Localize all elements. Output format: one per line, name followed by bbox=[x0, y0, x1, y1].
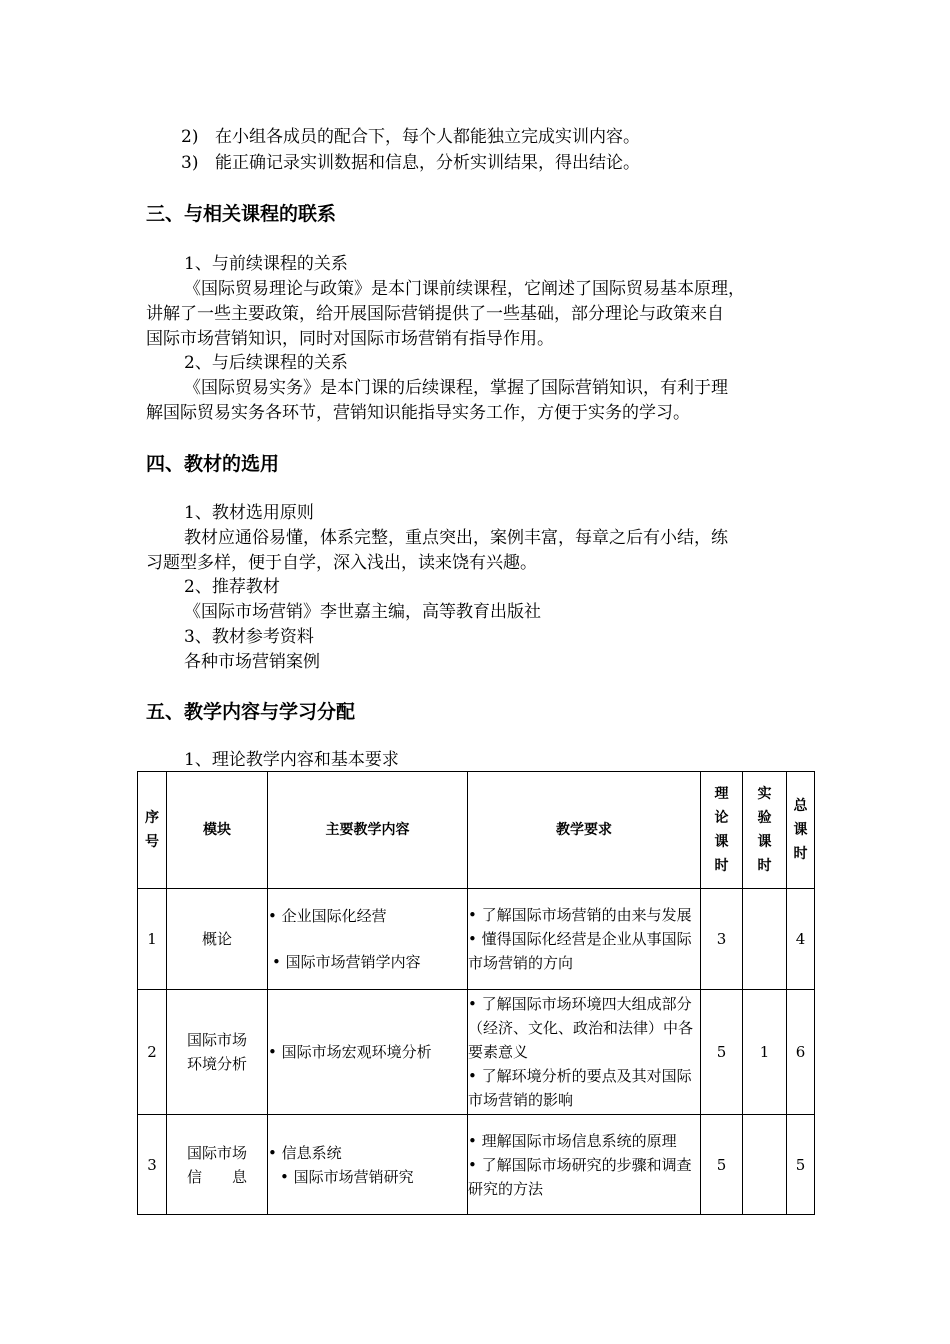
cell-requirement: • 理解国际市场信息系统的原理 • 了解国际市场研究的步骤和调查研究的方法 bbox=[468, 1115, 701, 1215]
header-module: 模块 bbox=[167, 772, 268, 889]
cell-total-hours: 6 bbox=[787, 990, 815, 1115]
section-heading: 五、教学内容与学习分配 bbox=[146, 701, 356, 723]
cell-theory-hours: 5 bbox=[701, 990, 743, 1115]
paragraph-line: 讲解了一些主要政策，给开展国际营销提供了一些基础，部分理论与政策来自 bbox=[146, 304, 724, 324]
cell-seq: 2 bbox=[138, 990, 167, 1115]
cell-experiment-hours bbox=[743, 1115, 787, 1215]
table-header-row bbox=[138, 772, 815, 889]
paragraph-line: 各种市场营销案例 bbox=[184, 652, 320, 672]
cell-module: 概论 bbox=[167, 889, 268, 990]
subsection-title: 1、与前续课程的关系 bbox=[184, 254, 348, 274]
cell-seq: 1 bbox=[138, 889, 167, 990]
list-item bbox=[181, 125, 640, 149]
list-item-text: 在小组各成员的配合下，每个人都能独立完成实训内容。 bbox=[215, 127, 640, 147]
paragraph-line: 《国际市场营销》李世嘉主编，高等教育出版社 bbox=[184, 602, 541, 622]
header-theory-hours: 理 论 课 时 bbox=[701, 772, 743, 889]
table-row bbox=[138, 889, 815, 990]
paragraph-line: 习题型多样，便于自学，深入浅出，读来饶有兴趣。 bbox=[146, 553, 537, 573]
header-experiment-hours: 实 验 课 时 bbox=[743, 772, 787, 889]
cell-theory-hours: 3 bbox=[701, 889, 743, 990]
list-item-number: 3) bbox=[181, 153, 199, 173]
subsection-title: 2、与后续课程的关系 bbox=[184, 353, 348, 373]
cell-total-hours: 4 bbox=[787, 889, 815, 990]
subsection-title: 1、教材选用原则 bbox=[184, 503, 314, 523]
cell-content: • 信息系统 • 国际市场营销研究 bbox=[268, 1115, 468, 1215]
cell-experiment-hours bbox=[743, 889, 787, 990]
subsection-title: 3、教材参考资料 bbox=[184, 627, 314, 647]
header-total-hours: 总 课 时 bbox=[787, 772, 815, 889]
cell-module: 国际市场 信 息 bbox=[167, 1115, 268, 1215]
cell-seq: 3 bbox=[138, 1115, 167, 1215]
list-item-number: 2) bbox=[181, 127, 199, 147]
cell-total-hours: 5 bbox=[787, 1115, 815, 1215]
list-item-text: 能正确记录实训数据和信息，分析实训结果，得出结论。 bbox=[215, 153, 640, 173]
paragraph-line: 《国际贸易实务》是本门课的后续课程，掌握了国际营销知识，有利于理 bbox=[184, 378, 728, 398]
cell-theory-hours: 5 bbox=[701, 1115, 743, 1215]
table-row bbox=[138, 1115, 815, 1215]
paragraph-line: 教材应通俗易懂，体系完整，重点突出，案例丰富，每章之后有小结，练 bbox=[184, 528, 728, 548]
header-content: 主要教学内容 bbox=[268, 772, 468, 889]
teaching-content-table bbox=[137, 771, 815, 1215]
list-item bbox=[181, 151, 640, 175]
table-row bbox=[138, 990, 815, 1115]
paragraph-line: 解国际贸易实务各环节，营销知识能指导实务工作，方便于实务的学习。 bbox=[146, 403, 690, 423]
section-heading: 三、与相关课程的联系 bbox=[146, 203, 337, 225]
paragraph-line: 《国际贸易理论与政策》是本门课前续课程，它阐述了国际贸易基本原理， bbox=[184, 279, 745, 299]
cell-content: • 企业国际化经营 • 国际市场营销学内容 bbox=[268, 889, 468, 990]
subsection-title: 1、理论教学内容和基本要求 bbox=[184, 750, 399, 770]
subsection-title: 2、推荐教材 bbox=[184, 577, 280, 597]
cell-requirement: • 了解国际市场营销的由来与发展 • 懂得国际化经营是企业从事国际市场营销的方向 bbox=[468, 889, 701, 990]
cell-content: • 国际市场宏观环境分析 bbox=[268, 990, 468, 1115]
header-seq: 序 号 bbox=[138, 772, 167, 889]
cell-experiment-hours: 1 bbox=[743, 990, 787, 1115]
header-requirement: 教学要求 bbox=[468, 772, 701, 889]
section-heading: 四、教材的选用 bbox=[146, 453, 280, 475]
paragraph-line: 国际市场营销知识，同时对国际市场营销有指导作用。 bbox=[146, 329, 554, 349]
cell-requirement: • 了解国际市场环境四大组成部分（经济、文化、政治和法律）中各要素意义 • 了解环境分析的要点及其对国际市场营销的影响 bbox=[468, 990, 701, 1115]
cell-module: 国际市场 环境分析 bbox=[167, 990, 268, 1115]
